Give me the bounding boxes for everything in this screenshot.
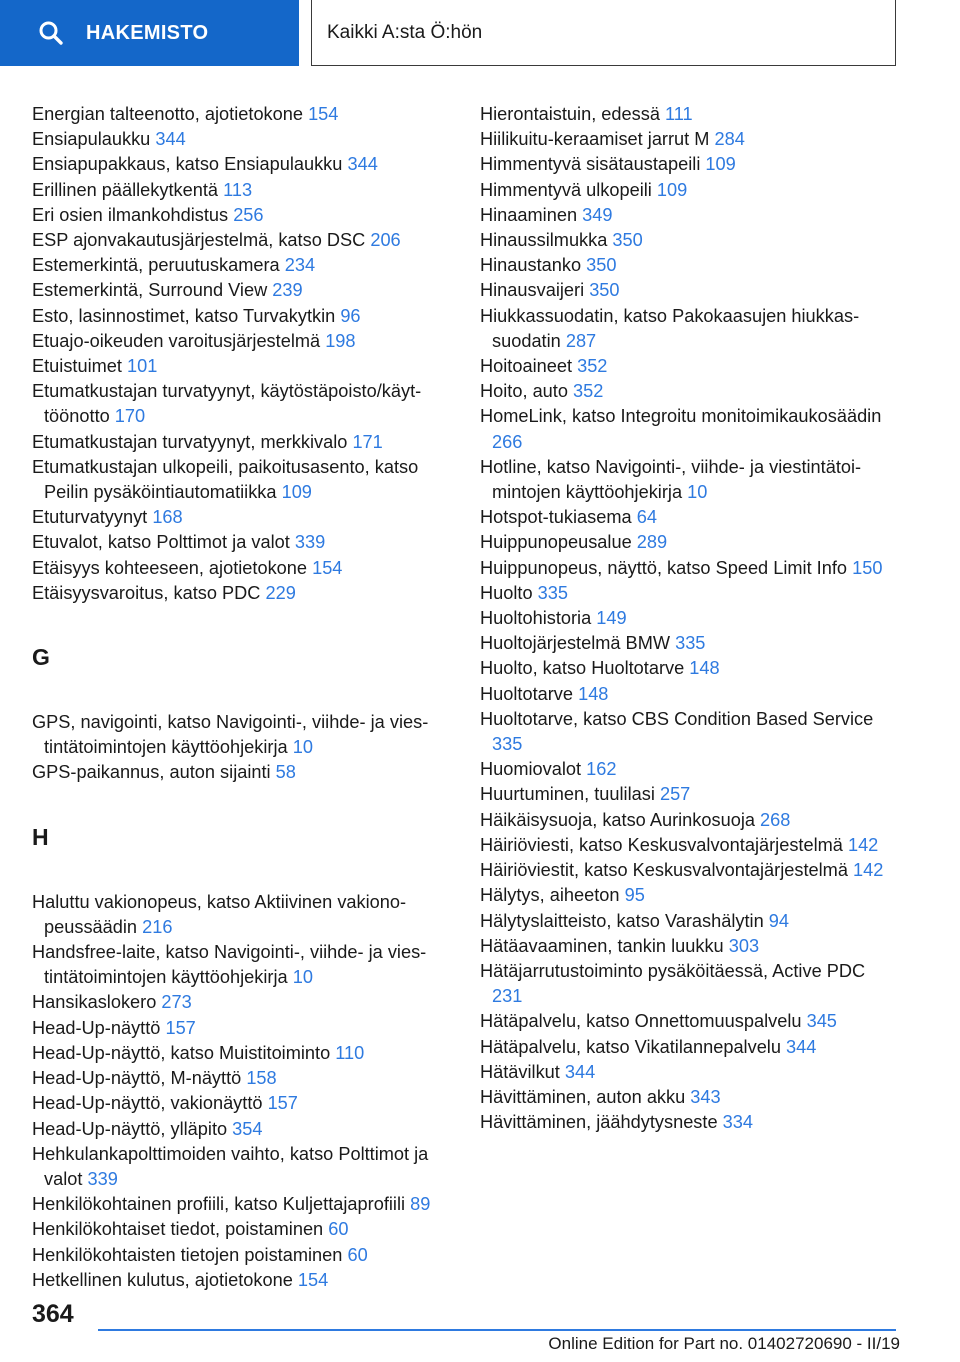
- index-entry: [32, 1268, 452, 1293]
- page-link[interactable]: 109: [705, 154, 736, 175]
- index-entry: [480, 606, 900, 631]
- page-link[interactable]: 94: [768, 910, 790, 931]
- index-entry-text: Hetkellinen kulutus, ajotietokone: [32, 1269, 293, 1290]
- page-link[interactable]: 111: [665, 104, 693, 124]
- index-entry: [480, 530, 900, 555]
- index-entry: [480, 909, 900, 934]
- index-entry-text: Estemerkintä, peruutuskamera: [32, 255, 280, 276]
- index-entry: [480, 757, 900, 782]
- index-entry-text: Head-Up-näyttö, katso Muistitoiminto: [32, 1042, 331, 1063]
- page-link[interactable]: 345: [806, 1011, 837, 1032]
- index-entry-text: Hätäjarrutustoiminto pysäköitäessä, Active PDC: [480, 960, 866, 981]
- page-link[interactable]: 158: [246, 1068, 277, 1089]
- index-entry-text: Huoltojärjestelmä BMW: [480, 633, 671, 654]
- index-entry: [480, 304, 900, 354]
- index-entry: [32, 710, 452, 760]
- index-entry-text: Etuistuimet: [32, 356, 122, 377]
- page-link[interactable]: 339: [294, 532, 326, 553]
- page-link[interactable]: 113: [223, 179, 253, 200]
- page-link[interactable]: 154: [308, 104, 339, 124]
- index-entry: [32, 228, 452, 253]
- page-link[interactable]: 149: [596, 608, 627, 629]
- index-entry: [480, 404, 900, 454]
- page-link[interactable]: 335: [492, 734, 523, 755]
- page-link[interactable]: 170: [114, 406, 146, 427]
- index-entry: [480, 556, 900, 581]
- index-entry-text: Hierontaistuin, edessä: [480, 104, 660, 124]
- page-link[interactable]: 109: [281, 482, 312, 503]
- index-column-left: [32, 102, 452, 1293]
- page-link[interactable]: 216: [142, 916, 173, 937]
- index-entry-text: Huurtuminen, tuulilasi: [480, 784, 655, 805]
- index-entry-text: Himmentyvä ulkopeili: [480, 179, 652, 200]
- page-link[interactable]: 198: [325, 330, 356, 351]
- index-entry: [480, 379, 900, 404]
- index-entry: [480, 833, 900, 858]
- page-link[interactable]: 352: [573, 381, 604, 402]
- index-entry: [32, 581, 452, 606]
- index-entry-text: Hinaaminen: [480, 204, 578, 225]
- page-link[interactable]: 350: [586, 255, 617, 276]
- index-entry: [32, 940, 452, 990]
- index-entry: [480, 656, 900, 681]
- index-entry: [32, 152, 452, 177]
- page-link[interactable]: 60: [328, 1219, 349, 1240]
- page-link[interactable]: 58: [275, 762, 296, 783]
- index-entry-text: Etumatkustajan ulkopeili, paikoitusasento, katso Peilin pysäköintiautomatiikka: [32, 456, 419, 503]
- index-entry: [480, 1085, 900, 1110]
- page-link[interactable]: 231: [492, 986, 523, 1007]
- page-link[interactable]: 10: [687, 482, 708, 503]
- index-entry: [480, 707, 900, 757]
- footer-divider: [98, 1329, 896, 1331]
- index-entry-text: Hälytys, aiheeton: [480, 885, 620, 906]
- page-link[interactable]: 89: [410, 1194, 431, 1215]
- index-entry-text: Energian talteenotto, ajotietokone: [32, 104, 303, 124]
- page-link[interactable]: 268: [760, 809, 791, 830]
- search-icon: [38, 20, 64, 46]
- section-letter-text: H: [32, 823, 49, 850]
- index-button-label: HAKEMISTO: [86, 21, 209, 44]
- index-entry-text: Hotline, katso Navigointi-, viihde- ja viestintätoimintojen käyttöohjekirja: [480, 456, 862, 503]
- index-entry-text: Head-Up-näyttö, vakionäyttö: [32, 1093, 263, 1114]
- index-entry-text: Huoltotarve, katso CBS Condition Based Service: [480, 708, 874, 729]
- index-entry: [480, 1009, 900, 1034]
- index-entry-text: Etuajo-oikeuden varoitusjärjestelmä: [32, 330, 321, 351]
- index-entry-text: Häiriöviestit, katso Keskusvalvontajärjestelmä: [480, 860, 848, 881]
- index-entry-text: Hätäpalvelu, katso Onnettomuuspalvelu: [480, 1011, 802, 1032]
- index-entry-text: Head-Up-näyttö, M-näyttö: [32, 1068, 242, 1089]
- index-column-right: [480, 102, 900, 1135]
- index-entry: [480, 1110, 900, 1135]
- index-entry: [480, 178, 900, 203]
- page-link[interactable]: 257: [659, 784, 691, 805]
- index-entry: [480, 959, 900, 1009]
- index-entry-text: Hotspot-tukiasema: [480, 507, 632, 528]
- page-link[interactable]: 344: [564, 1061, 596, 1082]
- index-entry-text: Etumatkustajan turvatyynyt, merkkivalo: [32, 431, 348, 452]
- page-link[interactable]: 303: [728, 935, 760, 956]
- page-link[interactable]: 101: [127, 356, 158, 377]
- index-entry-text: Hätävilkut: [480, 1061, 560, 1082]
- index-entry-text: Hälytyslaitteisto, katso Varashälytin: [480, 910, 764, 931]
- index-entry: [32, 430, 452, 455]
- page-link[interactable]: 344: [155, 129, 186, 150]
- index-entry-text: Huolto: [480, 582, 533, 603]
- index-entry-text: Esto, lasinnostimet, katso Turvakytkin: [32, 305, 336, 326]
- page-link[interactable]: 154: [297, 1269, 329, 1290]
- page-link[interactable]: 234: [284, 255, 316, 276]
- page-link[interactable]: 239: [272, 280, 303, 301]
- index-entry: [480, 152, 900, 177]
- page-link[interactable]: 256: [233, 204, 264, 225]
- index-entry: [32, 253, 452, 278]
- page-link[interactable]: 354: [232, 1118, 263, 1139]
- index-entry: [32, 102, 452, 127]
- page-link[interactable]: 287: [565, 330, 597, 351]
- index-entry-text: Hiukkassuodatin, katso Pakokaasujen hiukkassuodatin: [480, 305, 860, 351]
- index-entry-text: Huippunopeusalue: [480, 532, 632, 553]
- index-entry-text: Hansikaslokero: [32, 992, 157, 1013]
- index-entry: [32, 1041, 452, 1066]
- index-entry-text: Hätäpalvelu, katso Vikatilannepalvelu: [480, 1036, 781, 1057]
- index-entry: [480, 858, 900, 883]
- page-link[interactable]: 335: [537, 582, 568, 603]
- page-link[interactable]: 157: [165, 1017, 196, 1038]
- page-link[interactable]: 350: [612, 230, 643, 251]
- index-entry: [480, 1060, 900, 1085]
- index-entry-text: Huoltohistoria: [480, 608, 592, 629]
- index-entry: [480, 682, 900, 707]
- index-entry: [480, 1035, 900, 1060]
- index-entry: [32, 1091, 452, 1116]
- section-letter: [32, 606, 452, 710]
- index-entry: [32, 1066, 452, 1091]
- index-entry: [32, 1016, 452, 1041]
- index-entry: [480, 808, 900, 833]
- index-entry-text: Etäisyys kohteeseen, ajotietokone: [32, 557, 308, 578]
- page-link[interactable]: 148: [578, 683, 609, 704]
- page-link[interactable]: 162: [586, 759, 617, 780]
- index-entry: [32, 760, 452, 785]
- page-link[interactable]: 10: [292, 967, 313, 988]
- page-link[interactable]: 154: [312, 557, 343, 578]
- index-entry: [32, 1117, 452, 1142]
- index-entry: [32, 990, 452, 1015]
- page-link[interactable]: 344: [347, 154, 378, 175]
- index-entry-text: Huolto, katso Huoltotarve: [480, 658, 685, 679]
- index-entry: [32, 278, 452, 303]
- page-link[interactable]: 157: [267, 1093, 298, 1114]
- index-entry: [480, 102, 900, 127]
- page-link[interactable]: 206: [370, 230, 401, 251]
- index-entry: [480, 253, 900, 278]
- section-letter: [32, 786, 452, 890]
- index-entry-text: Hiilikuitu-keraamiset jarrut M: [480, 129, 710, 150]
- index-entry: [480, 127, 900, 152]
- page-link[interactable]: 349: [582, 204, 613, 225]
- index-entry-text: Henkilökohtaisten tietojen poistaminen: [32, 1244, 343, 1265]
- page-link[interactable]: 142: [847, 834, 879, 855]
- page-link[interactable]: 339: [87, 1168, 118, 1189]
- section-letter-text: G: [32, 644, 50, 671]
- index-entry: [32, 203, 452, 228]
- page-link[interactable]: 95: [624, 885, 645, 906]
- index-entry-text: Ensiapulaukku: [32, 129, 151, 150]
- page-link[interactable]: 110: [335, 1042, 365, 1063]
- index-entry: [480, 581, 900, 606]
- index-entry-text: Handsfree-laite, katso Navigointi-, viihde- ja viestintätoimintojen käyttöohjekirja: [32, 942, 427, 988]
- page-link[interactable]: 168: [152, 507, 183, 528]
- index-entry-text: Haluttu vakionopeus, katso Aktiivinen vakionopeussäädin: [32, 891, 407, 937]
- index-entry-text: Henkilökohtainen profiili, katso Kuljettajaprofiili: [32, 1194, 406, 1215]
- index-entry-text: Huomiovalot: [480, 759, 582, 780]
- index-entry: [480, 354, 900, 379]
- index-entry: [480, 228, 900, 253]
- page-link[interactable]: 150: [852, 557, 883, 578]
- index-entry: [32, 530, 452, 555]
- index-entry-text: Etäisyysvaroitus, katso PDC: [32, 582, 261, 603]
- index-entry: [32, 1192, 452, 1217]
- index-entry-text: Hoito, auto: [480, 381, 568, 402]
- page-link[interactable]: 343: [690, 1086, 721, 1107]
- index-entry: [32, 1142, 452, 1192]
- index-entry-text: Henkilökohtaiset tiedot, poistaminen: [32, 1219, 324, 1240]
- page-link[interactable]: 96: [340, 305, 361, 326]
- index-entry-text: Himmentyvä sisätaustapeili: [480, 154, 701, 175]
- index-button[interactable]: [0, 0, 299, 66]
- edition-note: Online Edition for Part no. 01402720690 - II/19: [548, 1334, 900, 1353]
- index-entry: [480, 278, 900, 303]
- section-title-text: Kaikki A:sta Ö:hön: [327, 21, 483, 43]
- index-entry-text: Head-Up-näyttö: [32, 1017, 161, 1038]
- index-entry-text: Hävittäminen, jäähdytysneste: [480, 1112, 718, 1133]
- page-link[interactable]: 352: [577, 356, 608, 377]
- index-entry-text: Estemerkintä, Surround View: [32, 280, 268, 301]
- page-link[interactable]: 273: [161, 992, 192, 1013]
- index-entry: [32, 379, 452, 429]
- index-entry-text: Huippunopeus, näyttö, katso Speed Limit Info: [480, 557, 848, 578]
- index-entry: [480, 505, 900, 530]
- index-entry: [32, 890, 452, 940]
- page-link[interactable]: 334: [722, 1112, 753, 1133]
- index-entry: [32, 304, 452, 329]
- index-entry: [480, 883, 900, 908]
- index-entry-text: Etumatkustajan turvatyynyt, käytöstäpoisto/käyttöönotto: [32, 381, 422, 427]
- section-title: [311, 0, 896, 66]
- page-link[interactable]: 344: [786, 1036, 817, 1057]
- page-link[interactable]: 60: [347, 1244, 368, 1265]
- index-entry: [32, 505, 452, 530]
- index-entry-text: Hätäavaaminen, tankin luukku: [480, 935, 724, 956]
- index-entry-text: Ensiapupakkaus, katso Ensiapulaukku: [32, 154, 343, 175]
- page-link[interactable]: 289: [636, 532, 668, 553]
- index-entry-text: Häiriöviesti, katso Keskusvalvontajärjestelmä: [480, 834, 843, 855]
- index-entry-text: Huoltotarve: [480, 683, 574, 704]
- page-link[interactable]: 109: [656, 179, 688, 200]
- page-link[interactable]: 142: [853, 860, 884, 881]
- index-entry-text: Eri osien ilmankohdistus: [32, 204, 229, 225]
- index-entry-text: Etuturvatyynyt: [32, 507, 148, 528]
- index-entry-text: Erillinen päällekytkentä: [32, 179, 219, 200]
- page-link[interactable]: 10: [292, 737, 313, 758]
- page-link[interactable]: 266: [492, 431, 523, 452]
- index-entry-text: Häikäisysuoja, katso Aurinkosuoja: [480, 809, 755, 830]
- page-link[interactable]: 335: [675, 633, 706, 654]
- page-link[interactable]: 350: [589, 280, 620, 301]
- index-entry: [480, 934, 900, 959]
- header: [0, 0, 960, 66]
- page-number: 364: [32, 1300, 74, 1328]
- index-entry: [480, 782, 900, 807]
- index-entry-text: ESP ajonvakautusjärjestelmä, katso DSC: [32, 230, 366, 251]
- index-entry: [32, 329, 452, 354]
- index-entry-text: Head-Up-näyttö, ylläpito: [32, 1118, 228, 1139]
- index-entry-text: Hoitoaineet: [480, 356, 573, 377]
- index-entry-text: Hävittäminen, auton akku: [480, 1086, 686, 1107]
- index-entry: [480, 203, 900, 228]
- index-entry-text: HomeLink, katso Integroitu monitoimikaukosäädin: [480, 406, 882, 427]
- index-entry-text: Hinaussilmukka: [480, 230, 608, 251]
- page-link[interactable]: 284: [714, 129, 745, 150]
- index-entry-text: Hehkulankapolttimoiden vaihto, katso Polttimot ja valot: [32, 1143, 429, 1189]
- index-entry-text: Hinaustanko: [480, 255, 582, 276]
- index-entry-text: Etuvalot, katso Polttimot ja valot: [32, 532, 290, 553]
- index-entry: [32, 1243, 452, 1268]
- index-entry: [32, 354, 452, 379]
- index-entry: [32, 1217, 452, 1242]
- index-entry: [32, 556, 452, 581]
- page-link[interactable]: 229: [265, 582, 296, 603]
- index-entry: [32, 178, 452, 203]
- index-entry-text: Hinausvaijeri: [480, 280, 585, 301]
- index-entry: [32, 127, 452, 152]
- page-link[interactable]: 171: [352, 431, 383, 452]
- page-link[interactable]: 64: [636, 507, 657, 528]
- index-entry-text: GPS, navigointi, katso Navigointi-, viihde- ja viestintätoimintojen käyttöohjekirja: [32, 712, 429, 758]
- index-entry: [480, 631, 900, 656]
- index-entry: [480, 455, 900, 505]
- page-link[interactable]: 148: [689, 658, 720, 679]
- index-entry: [32, 455, 452, 505]
- index-entry-text: GPS-paikannus, auton sijainti: [32, 762, 271, 783]
